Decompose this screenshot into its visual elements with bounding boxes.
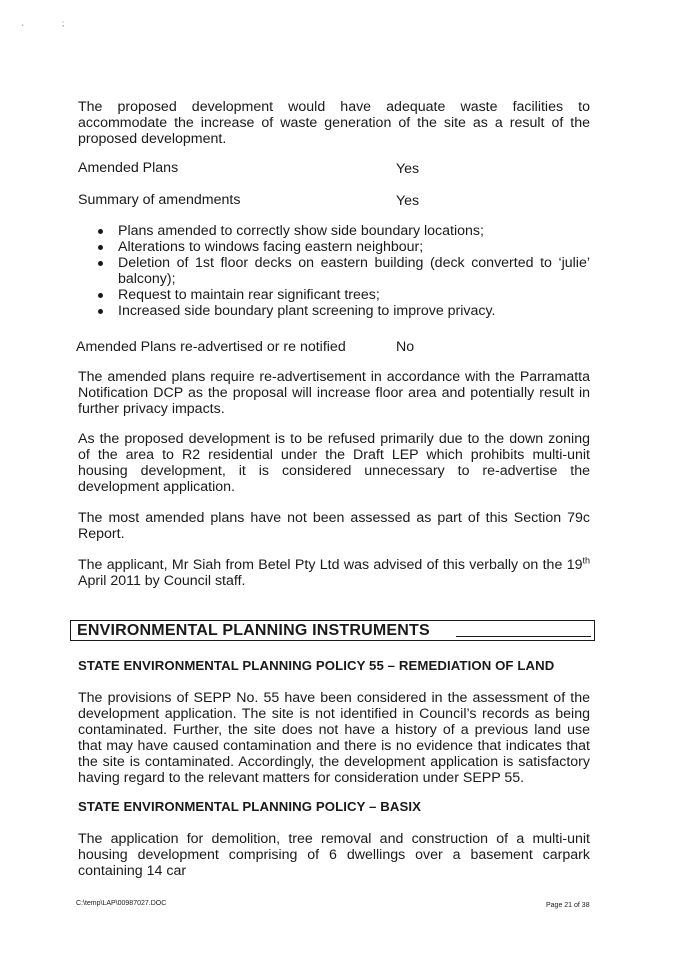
amended-plans-label: Amended Plans [78,160,179,176]
section-title: ENVIRONMENTAL PLANNING INSTRUMENTS [77,622,430,639]
paragraph-waste-facilities: The proposed development would have adequate waste facilities to accommodate the increase of waste generation of the site as a result of the proposed development. [78,99,590,147]
bullet-icon [98,293,103,298]
list-item: Request to maintain rear significant trees; [96,287,590,303]
paragraph-refused: As the proposed development is to be refused primarily due to the down zoning of the area to R2 residential under the Draft LEP which prohibits multi-unit housing development, it is considered unnecessary to re-advertise the development application. [78,431,590,495]
amended-plans-value: Yes [396,161,420,177]
readvertised-value: No [396,339,415,355]
paragraph-not-assessed: The most amended plans have not been assessed as part of this Section 79c Report. [78,510,590,542]
list-item: Plans amended to correctly show side boundary locations; [96,223,590,239]
summary-amendments-label: Summary of amendments [78,192,241,208]
scan-mark: ʻ [22,23,24,32]
section-rule [456,636,591,637]
footer-page-number: Page 21 of 38 [546,902,590,909]
bullet-icon [98,261,103,266]
heading-sepp55: STATE ENVIRONMENTAL PLANNING POLICY 55 – REMEDIATION OF LAND [78,658,555,673]
list-item: Alterations to windows facing eastern neighbour; [96,239,590,255]
heading-basix: STATE ENVIRONMENTAL PLANNING POLICY – BASIX [78,799,422,814]
readvertised-label: Amended Plans re-advertised or re notified [76,339,346,355]
list-item: Deletion of 1st floor decks on eastern building (deck converted to ‘julie’ balcony); [96,255,590,287]
paragraph-readvertisement: The amended plans require re-advertisement in accordance with the Parramatta Notification DCP as the proposal will increase floor area and potentially result in further privacy impacts. [78,369,590,417]
paragraph-sepp55: The provisions of SEPP No. 55 have been considered in the assessment of the development application. The site is not identified in Council’s records as being contaminated. Further, the site does not have a history of a previous land use that may have caused contamination and there is no evidence that indicates that the site is contaminated. Accordingly, the development application is satisfactory having regard to the relevant matters for consideration under SEPP 55. [78,690,590,786]
section-header-box [70,620,595,641]
paragraph-applicant: The applicant, Mr Siah from Betel Pty Ltd was advised of this verbally on the 19th April 2011 by Council staff. [78,555,590,589]
bullet-icon [98,309,103,314]
paragraph-basix: The application for demolition, tree removal and construction of a multi-unit housing development comprising of 6 dwellings over a basement carpark containing 14 car [78,831,590,879]
amendments-list [96,223,590,319]
bullet-icon [98,229,103,234]
scan-mark: ; [62,19,65,28]
footer-file-path: C:\temp\LAP\00987027.DOC [76,900,167,907]
summary-amendments-value: Yes [396,193,420,209]
list-item: Increased side boundary plant screening to improve privacy. [96,303,590,319]
bullet-icon [98,245,103,250]
